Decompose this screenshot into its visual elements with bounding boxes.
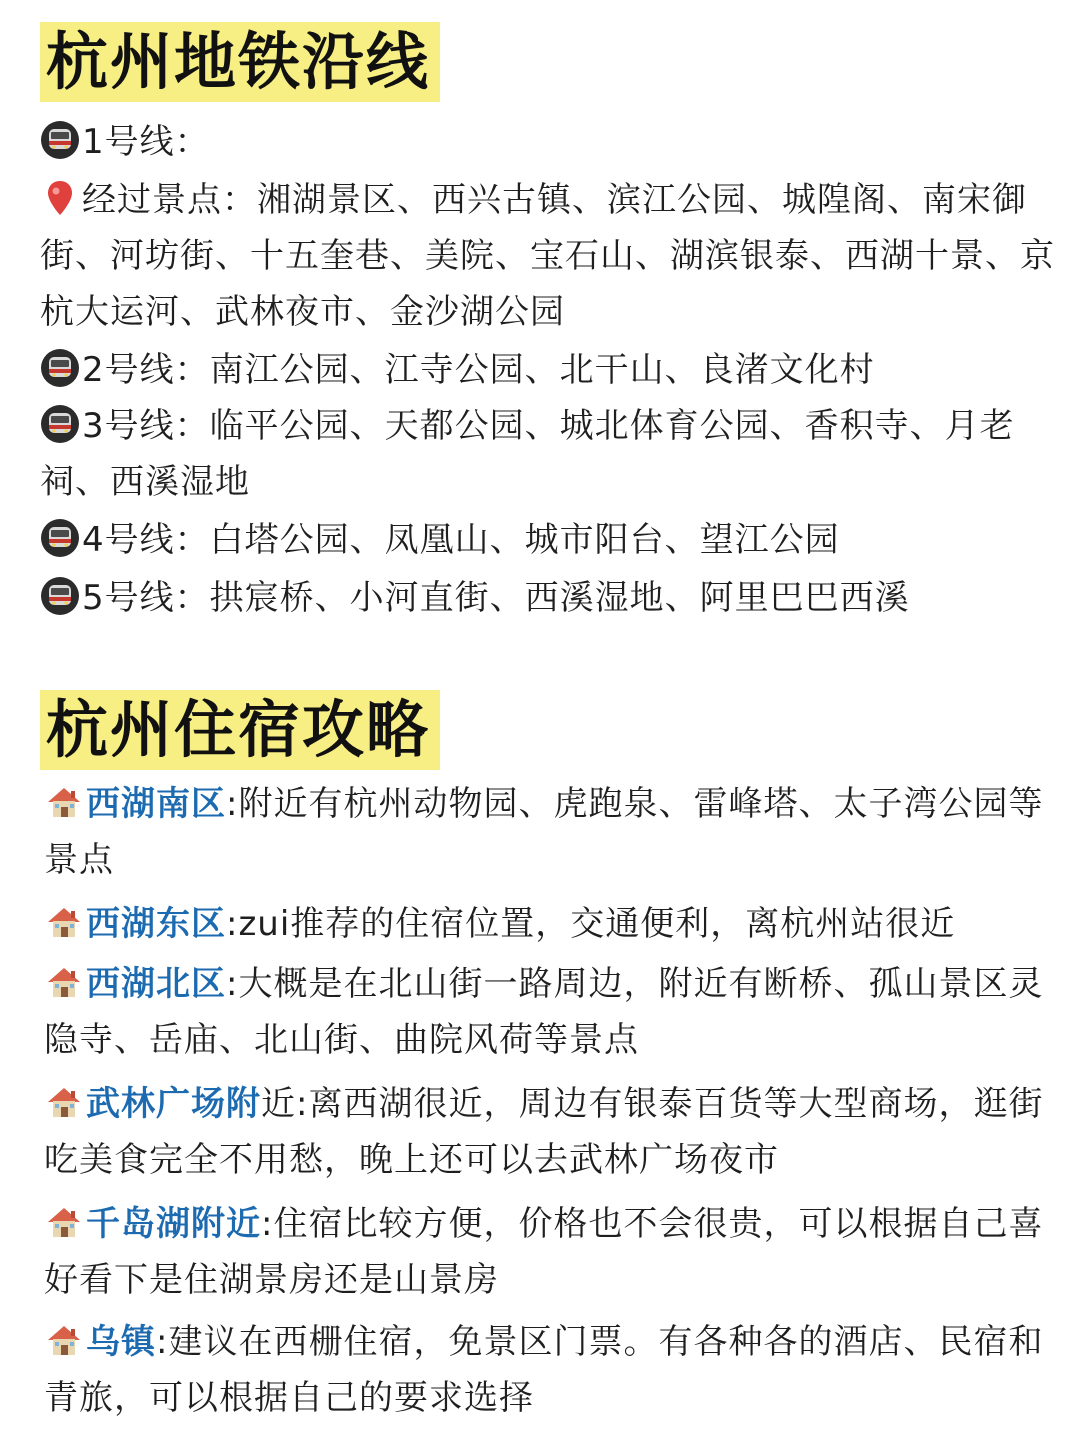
area-desc: :附近有杭州动物园、虎跑泉、雷峰塔、太子湾公园等景点 xyxy=(44,784,1044,880)
stay-item xyxy=(44,896,1074,952)
area-name: 武林广场附 xyxy=(86,1084,261,1124)
metro-line-1-sights xyxy=(40,172,1070,340)
sights-text: 拱宸桥、小河直街、西溪湿地、阿里巴巴西溪 xyxy=(209,578,910,618)
area-name: 乌镇 xyxy=(86,1322,156,1362)
sights-text: 白塔公园、凤凰山、城市阳台、望江公园 xyxy=(209,520,840,560)
sights-text: 南江公园、江寺公园、北干山、良渚文化村 xyxy=(209,350,875,390)
metro-icon xyxy=(40,576,80,616)
metro-line-1 xyxy=(40,114,1070,170)
stay-item xyxy=(44,1196,1074,1308)
area-desc: :住宿比较方便，价格也不会很贵，可以根据自己喜好看下是住湖景房还是山景房 xyxy=(44,1204,1044,1300)
area-desc: 近:离西湖很近，周边有银泰百货等大型商场，逛街吃美食完全不用愁，晚上还可以去武林广场夜市 xyxy=(44,1084,1044,1180)
metro-icon xyxy=(40,120,80,160)
area-desc: :建议在西栅住宿，免景区门票。有各种各的酒店、民宿和青旅，可以根据自己的要求选择 xyxy=(44,1322,1044,1418)
sights-text: 临平公园、天都公园、城北体育公园、香积寺、月老祠、西溪湿地 xyxy=(40,406,1015,502)
area-desc: :zui推荐的住宿位置，交通便利，离杭州站很近 xyxy=(226,904,956,944)
area-desc: :大概是在北山街一路周边，附近有断桥、孤山景区灵隐寺、岳庙、北山街、曲院风荷等景点 xyxy=(44,964,1044,1060)
house-icon xyxy=(44,1320,84,1360)
metro-icon xyxy=(40,518,80,558)
stay-title: 杭州住宿攻略 xyxy=(40,690,440,770)
area-name: 千岛湖附近 xyxy=(86,1204,261,1244)
sights-text: 湘湖景区、西兴古镇、滨江公园、城隍阁、南宋御街、河坊街、十五奎巷、美院、宝石山、湖滨银泰、西湖十景、京杭大运河、武林夜市、金沙湖公园 xyxy=(40,180,1055,332)
house-icon xyxy=(44,902,84,942)
metro-icon xyxy=(40,404,80,444)
house-icon xyxy=(44,1202,84,1242)
metro-icon xyxy=(40,348,80,388)
pin-icon xyxy=(40,178,80,218)
metro-line-4 xyxy=(40,512,1070,568)
stay-item xyxy=(44,1076,1074,1188)
metro-title: 杭州地铁沿线 xyxy=(40,22,440,102)
house-icon xyxy=(44,782,84,822)
line-label: 3号线： xyxy=(82,406,210,446)
area-name: 西湖北区 xyxy=(86,964,226,1004)
stay-item xyxy=(44,776,1074,888)
metro-line-2 xyxy=(40,342,1070,398)
house-icon xyxy=(44,1082,84,1122)
line-label: 5号线： xyxy=(82,578,210,618)
sights-label: 经过景点： xyxy=(82,180,257,220)
area-name: 西湖南区 xyxy=(86,784,226,824)
metro-line-5 xyxy=(40,570,1070,626)
metro-line-3 xyxy=(40,398,1070,510)
house-icon xyxy=(44,962,84,1002)
line-label: 1号线： xyxy=(82,122,210,162)
stay-item xyxy=(44,956,1074,1068)
area-name: 西湖东区 xyxy=(86,904,226,944)
line-label: 2号线： xyxy=(82,350,210,390)
stay-item xyxy=(44,1314,1074,1426)
line-label: 4号线： xyxy=(82,520,210,560)
